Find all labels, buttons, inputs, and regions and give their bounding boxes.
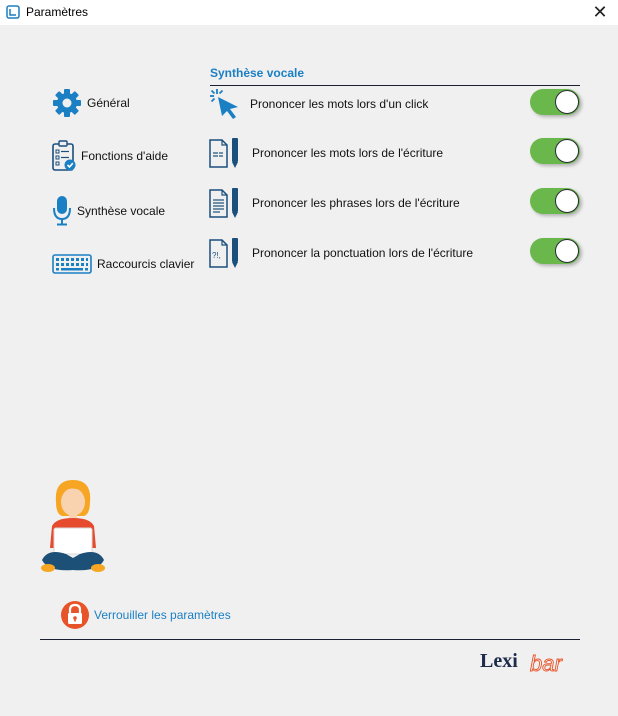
close-button[interactable]: ✕ [592,2,608,22]
app-icon [6,5,20,19]
toggle-knob [555,90,579,114]
option-label-writing-sentences: Prononcer les phrases lors de l'écriture [252,196,460,210]
person-with-laptop-illustration [38,478,108,578]
checklist-icon [51,140,77,172]
nav-label-help-functions: Fonctions d'aide [81,149,169,163]
document-pen-icon [208,136,244,170]
toggle-knob [555,139,579,163]
option-row-writing-sentences [208,186,588,222]
toggle-writing-words[interactable] [530,138,580,164]
option-row-writing-words [208,136,588,172]
nav-item-help-functions[interactable] [51,140,168,172]
section-title: Synthèse vocale [210,66,305,80]
toggle-writing-punctuation[interactable] [530,238,580,264]
nav-label-keyboard-shortcuts: Raccourcis clavier [97,257,195,271]
toggle-knob [555,239,579,263]
section-divider [210,85,580,86]
option-label-writing-words: Prononcer les mots lors de l'écriture [252,146,444,160]
window-title: Paramètres [26,5,89,19]
toggle-click-words[interactable] [530,89,580,115]
lock-settings-label: Verrouiller les paramètres [94,608,231,622]
gear-icon [52,88,82,118]
lock-icon [60,600,90,630]
nav-item-speech-synthesis[interactable] [52,195,165,227]
footer-divider [40,639,580,640]
title-bar [0,0,618,25]
option-row-writing-punctuation [208,236,588,272]
option-row-click-words [208,87,588,123]
cursor-click-icon [208,87,244,121]
svg-text:?!,: ?!, [212,251,221,260]
toggle-knob [555,189,579,213]
nav-item-general[interactable] [52,88,130,118]
nav-label-general: Général [87,96,130,110]
punctuation-document-pen-icon [208,236,244,270]
nav-label-speech-synthesis: Synthèse vocale [77,204,166,218]
option-label-writing-punctuation: Prononcer la ponctuation lors de l'écriture [252,246,474,260]
document-lines-pen-icon [208,186,244,220]
lock-settings-link[interactable] [60,600,231,630]
option-label-click-words: Prononcer les mots lors d'un click [250,97,429,111]
logo-text-light: bar [530,651,562,676]
microphone-icon [52,195,72,227]
keyboard-icon [52,254,92,274]
lexibar-logo [480,645,580,677]
nav-item-keyboard-shortcuts[interactable] [52,254,194,274]
toggle-writing-sentences[interactable] [530,188,580,214]
logo-text-bold: Lexi [480,650,518,672]
